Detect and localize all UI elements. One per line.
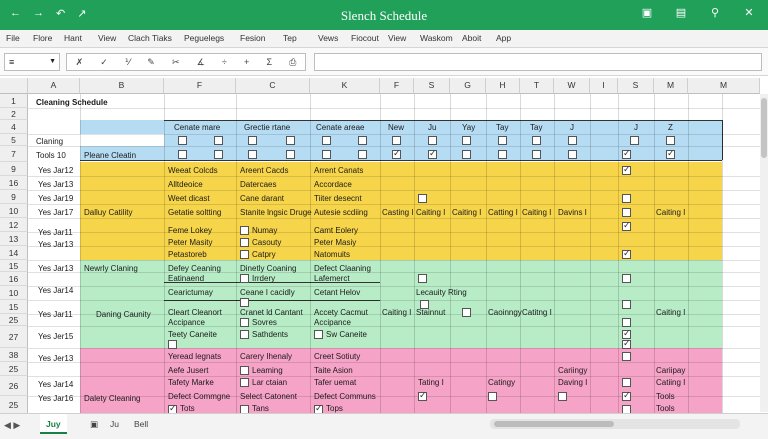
section-label: Dalety Cleaning bbox=[84, 394, 141, 403]
status-cell: Tools bbox=[656, 404, 675, 413]
checkbox[interactable] bbox=[392, 136, 401, 145]
angle-icon[interactable]: ∡ bbox=[196, 56, 205, 67]
checkbox-checked[interactable] bbox=[622, 392, 631, 401]
sheet-tab-bell[interactable]: Bell bbox=[134, 419, 149, 429]
task-cell: Leaming bbox=[252, 366, 283, 375]
task-cell: Cetant Helov bbox=[314, 288, 361, 297]
formula-input[interactable] bbox=[314, 53, 762, 71]
row-header[interactable]: 27 bbox=[0, 326, 28, 348]
row-header[interactable]: 7 bbox=[0, 146, 28, 162]
checkbox[interactable] bbox=[568, 136, 577, 145]
checkbox[interactable] bbox=[248, 136, 257, 145]
tab-waskom[interactable]: Waskom bbox=[420, 33, 453, 43]
back-icon[interactable]: ← bbox=[10, 7, 21, 19]
task-cell: Catpry bbox=[252, 250, 276, 259]
col-head-label: Yay bbox=[462, 123, 476, 132]
col-head-label: Z bbox=[668, 123, 673, 132]
task-cell: Taite Asion bbox=[314, 366, 353, 375]
status-cell: Caiting I bbox=[656, 308, 686, 317]
checkbox[interactable] bbox=[178, 136, 187, 145]
task-cell: Natomuits bbox=[314, 250, 351, 259]
gridline-v bbox=[688, 94, 689, 414]
date-cell: Yes Jer13 bbox=[38, 354, 74, 363]
tab-flore[interactable]: Flore bbox=[33, 33, 53, 43]
task-cell: Accordace bbox=[314, 180, 352, 189]
column-header-s2[interactable]: S bbox=[618, 78, 654, 94]
tab-view[interactable]: View bbox=[98, 33, 117, 43]
checkbox[interactable] bbox=[622, 378, 631, 387]
name-box[interactable] bbox=[4, 53, 60, 71]
gridline-h bbox=[28, 146, 760, 147]
checkbox[interactable] bbox=[286, 150, 295, 159]
gridline-h bbox=[28, 260, 760, 261]
row-header[interactable]: 15 bbox=[0, 300, 28, 314]
paste-icon[interactable]: ⎙ bbox=[289, 56, 297, 67]
checkbox[interactable] bbox=[358, 150, 367, 159]
checkbox[interactable] bbox=[488, 392, 497, 401]
column-header-h[interactable]: H bbox=[486, 78, 520, 94]
row-header[interactable]: 16 bbox=[0, 272, 28, 286]
gridline-v bbox=[590, 94, 591, 414]
col-head-label: Cenate mare bbox=[174, 123, 221, 132]
checkbox[interactable] bbox=[428, 136, 437, 145]
task-cell: Peter Masity bbox=[168, 238, 213, 247]
task-cell: Defect Communs bbox=[314, 392, 376, 401]
task-cell: Cleart Cleanort bbox=[168, 308, 222, 317]
sheet-tab-ju[interactable]: Ju bbox=[110, 419, 119, 429]
header-border-top bbox=[164, 120, 722, 121]
row-header[interactable]: 9 bbox=[0, 190, 28, 204]
row-header[interactable]: 25 bbox=[0, 314, 28, 326]
checkbox[interactable] bbox=[358, 136, 367, 145]
task-cell: Areent Cacds bbox=[240, 166, 289, 175]
checkbox[interactable] bbox=[622, 208, 631, 217]
col-head-label: J bbox=[634, 123, 638, 132]
header-border-bottom bbox=[80, 160, 722, 161]
checkbox[interactable] bbox=[622, 352, 631, 361]
tab-aboit[interactable]: Aboit bbox=[462, 33, 482, 43]
row-header[interactable]: 38 bbox=[0, 348, 28, 362]
checkbox[interactable] bbox=[240, 226, 249, 235]
redo-icon[interactable]: ↗ bbox=[77, 8, 87, 20]
gridline-h bbox=[28, 232, 760, 233]
task-cell: Autesie scdiing bbox=[314, 208, 368, 217]
task-cell: Cranet ld Cantant bbox=[240, 308, 303, 317]
row-header[interactable]: 12 bbox=[0, 218, 28, 232]
checkbox[interactable] bbox=[322, 136, 331, 145]
row-header[interactable]: 16 bbox=[0, 176, 28, 190]
gridline-v bbox=[414, 94, 415, 414]
checkbox[interactable] bbox=[240, 366, 249, 375]
vertical-scrollbar[interactable] bbox=[760, 94, 768, 412]
close-icon[interactable]: ✕ bbox=[744, 7, 754, 19]
divide-icon[interactable]: ÷ bbox=[221, 57, 227, 67]
sheet-nav-icon[interactable]: ◀ ▶ bbox=[4, 420, 21, 430]
checkbox-checked[interactable] bbox=[622, 166, 631, 175]
task-cell: Accety Cacmut bbox=[314, 308, 368, 317]
column-header-s[interactable]: S bbox=[414, 78, 450, 94]
gridline-h bbox=[28, 376, 760, 377]
gridline-h bbox=[28, 286, 760, 287]
task-cell: Creet Sotiuty bbox=[314, 352, 361, 361]
checkbox[interactable] bbox=[622, 300, 631, 309]
status-cell: Caiting I bbox=[416, 208, 446, 217]
checkbox[interactable] bbox=[558, 392, 567, 401]
checkbox[interactable] bbox=[666, 136, 675, 145]
status-cell: Catiing I bbox=[656, 378, 686, 387]
checkbox[interactable] bbox=[322, 150, 331, 159]
col-head-label: Tay bbox=[530, 123, 543, 132]
vertical-scroll-thumb[interactable] bbox=[761, 98, 767, 158]
status-cell: Cariipay bbox=[656, 366, 686, 375]
checkbox[interactable] bbox=[462, 150, 471, 159]
tab-clach-tiaks[interactable]: Clach Tiaks bbox=[128, 33, 172, 43]
checkbox[interactable] bbox=[498, 150, 507, 159]
window-title: Slench Schedule bbox=[340, 8, 428, 23]
status-cell: Stainnut bbox=[416, 308, 446, 317]
tools-label: Tools 10 bbox=[36, 151, 66, 160]
column-header-f[interactable]: F bbox=[164, 78, 236, 94]
gridline-h bbox=[28, 176, 760, 177]
horizontal-scrollbar[interactable] bbox=[490, 419, 740, 429]
row-header[interactable]: 4 bbox=[0, 120, 28, 134]
undo-icon[interactable]: ↶ bbox=[56, 8, 66, 20]
gridline-h bbox=[28, 348, 760, 349]
sheet-title: Cleaning Schedule bbox=[36, 98, 108, 107]
task-cell: Ceane I cacidly bbox=[240, 288, 295, 297]
checkbox-checked[interactable] bbox=[392, 150, 401, 159]
task-cell: Stanite lngsic Druge bbox=[240, 208, 312, 217]
col-head-label: Tay bbox=[496, 123, 509, 132]
checkbox[interactable] bbox=[178, 150, 187, 159]
column-header-g[interactable]: G bbox=[450, 78, 486, 94]
tab-file[interactable]: File bbox=[6, 33, 20, 43]
gridline-h bbox=[28, 204, 760, 205]
column-header-w[interactable]: W bbox=[554, 78, 590, 94]
row-header[interactable]: 26 bbox=[0, 376, 28, 396]
column-header-f2[interactable]: F bbox=[380, 78, 414, 94]
task-cell: Casouty bbox=[252, 238, 282, 247]
checkbox[interactable] bbox=[630, 136, 639, 145]
save-icon[interactable]: ▣ bbox=[641, 7, 653, 19]
date-cell: Yes Jar13 bbox=[38, 180, 74, 189]
gridline-h bbox=[28, 300, 760, 301]
horizontal-scroll-thumb[interactable] bbox=[494, 421, 614, 427]
row-header[interactable]: 10 bbox=[0, 286, 28, 300]
gridline-h bbox=[28, 190, 760, 191]
task-cell: Eatinaend bbox=[168, 274, 205, 283]
tab-fiocout[interactable]: Fiocout bbox=[351, 33, 379, 43]
column-header-i[interactable]: I bbox=[590, 78, 618, 94]
task-cell: Sw Caneite bbox=[326, 330, 367, 339]
tab-fesion[interactable]: Fesion bbox=[240, 33, 266, 43]
task-cell: Tops bbox=[326, 404, 343, 413]
task-cell: Arrent Canats bbox=[314, 166, 364, 175]
date-cell: Yes Jar19 bbox=[38, 194, 74, 203]
date-cell: Yes Jar16 bbox=[38, 394, 74, 403]
gridline-v bbox=[618, 94, 619, 414]
row-header[interactable]: 2 bbox=[0, 108, 28, 120]
task-cell: Dinetly Coaning bbox=[240, 264, 297, 273]
chevron-down-icon[interactable]: ▼ bbox=[49, 58, 56, 65]
scissors-icon[interactable]: ✂ bbox=[171, 56, 180, 67]
checkbox-checked[interactable] bbox=[418, 392, 427, 401]
task-cell: Petastoreb bbox=[168, 250, 207, 259]
checkbox[interactable] bbox=[286, 136, 295, 145]
row-header[interactable]: 25 bbox=[0, 362, 28, 376]
row-header[interactable]: 14 bbox=[0, 246, 28, 260]
sheet-tab-juy[interactable]: Juy bbox=[40, 414, 67, 434]
status-cell: Caiting I bbox=[656, 208, 686, 217]
tab-vews[interactable]: Vews bbox=[318, 33, 339, 43]
gridline-v bbox=[654, 94, 655, 414]
column-header-t[interactable]: T bbox=[520, 78, 554, 94]
column-header-c[interactable]: C bbox=[236, 78, 310, 94]
date-cell: Yes Jar14 bbox=[38, 380, 74, 389]
gridline-h bbox=[28, 362, 760, 363]
status-cell: Caoinngy bbox=[488, 308, 522, 317]
status-cell: Caiting I bbox=[522, 208, 552, 217]
pencil-icon[interactable]: ✎ bbox=[147, 56, 155, 67]
gridline-v bbox=[450, 94, 451, 414]
checkbox[interactable] bbox=[240, 378, 249, 387]
task-cell: Lar ctaian bbox=[252, 378, 288, 387]
gridline-v bbox=[164, 94, 165, 414]
tab-peguelegs[interactable]: Peguelegs bbox=[184, 33, 225, 43]
col-head-label: Cenate areae bbox=[316, 123, 365, 132]
checkbox[interactable] bbox=[532, 150, 541, 159]
status-cell: Casting I bbox=[382, 208, 414, 217]
date-cell: Yes Jar14 bbox=[38, 286, 74, 295]
checkbox[interactable] bbox=[418, 194, 427, 203]
status-cell: Lecauity Rting bbox=[416, 288, 467, 297]
status-cell: Daving I bbox=[558, 378, 588, 387]
task-cell: Select Catonent bbox=[240, 392, 297, 401]
column-header-k[interactable]: K bbox=[310, 78, 380, 94]
gridline-h bbox=[28, 272, 760, 273]
sheet-tab-bar bbox=[0, 413, 768, 439]
task-cell: Weeat Colcds bbox=[168, 166, 218, 175]
share-icon[interactable]: ▤ bbox=[675, 7, 687, 19]
window-controls bbox=[640, 6, 756, 19]
row-header[interactable]: 9 bbox=[0, 162, 28, 176]
ribbon-tabs bbox=[0, 30, 768, 48]
checkbox[interactable] bbox=[240, 330, 249, 339]
checkbox-checked[interactable] bbox=[622, 340, 631, 349]
gridline-v bbox=[520, 94, 521, 414]
checkbox[interactable] bbox=[462, 136, 471, 145]
claning-label: Claning bbox=[36, 137, 64, 146]
gridline-h bbox=[28, 108, 760, 109]
col-head-label: Grectie rtane bbox=[244, 123, 291, 132]
select-all-corner[interactable] bbox=[0, 78, 28, 94]
status-cell: Tools bbox=[656, 392, 675, 401]
checkbox[interactable] bbox=[240, 274, 249, 283]
task-cell: Teety Caneite bbox=[168, 330, 217, 339]
date-cell: Yes Jar12 bbox=[38, 166, 74, 175]
fraction-icon[interactable]: ⅟ bbox=[124, 56, 131, 67]
gridline-v bbox=[80, 94, 81, 414]
gridline-v bbox=[554, 94, 555, 414]
status-cell: Cariingy bbox=[558, 366, 588, 375]
row-header[interactable]: 1 bbox=[0, 94, 28, 108]
gridline-h bbox=[28, 326, 760, 327]
task-cell: Weet dicast bbox=[168, 194, 210, 203]
task-cell: Tiiter desecnt bbox=[314, 194, 362, 203]
checkbox[interactable] bbox=[622, 194, 631, 203]
row-header[interactable]: 15 bbox=[0, 260, 28, 272]
task-cell: Alltdeoice bbox=[168, 180, 203, 189]
plane-label: Pleane Cleatin bbox=[84, 151, 137, 160]
checkbox[interactable] bbox=[568, 150, 577, 159]
task-cell: Tafety Marke bbox=[168, 378, 214, 387]
date-cell: Yes Jar13 bbox=[38, 240, 74, 249]
checkbox[interactable] bbox=[532, 136, 541, 145]
date-cell: Yes Jar17 bbox=[38, 208, 74, 217]
task-cell: Sovres bbox=[252, 318, 277, 327]
status-cell: Caiting I bbox=[382, 308, 412, 317]
section-label: Daning Caunity bbox=[96, 310, 151, 319]
checkbox[interactable] bbox=[240, 250, 249, 259]
task-cell: Peter Masiy bbox=[314, 238, 357, 247]
checkbox[interactable] bbox=[498, 136, 507, 145]
tab-view-2[interactable]: View bbox=[388, 33, 407, 43]
row-header[interactable]: 5 bbox=[0, 134, 28, 146]
gridline-h bbox=[28, 246, 760, 247]
status-cell: Catting I bbox=[488, 208, 518, 217]
col-head-label: New bbox=[388, 123, 405, 132]
checkbox[interactable] bbox=[248, 150, 257, 159]
tab-app[interactable]: App bbox=[496, 33, 512, 43]
formula-tools bbox=[66, 53, 306, 71]
task-cell: Defey Ceaning bbox=[168, 264, 221, 273]
status-cell: Catingy bbox=[488, 378, 516, 387]
task-cell: Cearictumay bbox=[168, 288, 213, 297]
forward-icon[interactable]: → bbox=[33, 7, 44, 19]
tab-hant[interactable]: Hant bbox=[64, 33, 82, 43]
gridline-h bbox=[28, 134, 760, 135]
task-cell: Defect Commgne bbox=[168, 392, 231, 401]
checkbox[interactable] bbox=[214, 150, 223, 159]
task-cell: Tans bbox=[252, 404, 269, 413]
status-cell: Caiting I bbox=[452, 208, 482, 217]
date-cell: Yes Jer15 bbox=[38, 332, 74, 341]
status-cell: Catitng I bbox=[522, 308, 552, 317]
cancel-icon[interactable]: ✗ bbox=[75, 56, 84, 67]
gridline-v bbox=[722, 94, 723, 414]
column-header-m2[interactable]: M bbox=[688, 78, 760, 94]
add-sheet-icon[interactable]: ▣ bbox=[90, 419, 99, 429]
checkbox[interactable] bbox=[462, 308, 471, 317]
row-header[interactable]: 13 bbox=[0, 232, 28, 246]
checkbox-checked[interactable] bbox=[666, 150, 675, 159]
date-cell: Yes Jar11 bbox=[38, 310, 73, 319]
checkbox[interactable] bbox=[240, 318, 249, 327]
gridline-v bbox=[380, 94, 381, 414]
task-cell: Camt Eolery bbox=[314, 226, 359, 235]
column-header-a[interactable]: A bbox=[28, 78, 80, 94]
status-cell: Tating I bbox=[418, 378, 444, 387]
task-cell: Tafer uemat bbox=[314, 378, 357, 387]
col-head-label: Ju bbox=[428, 123, 437, 132]
task-cell: Feme Lokey bbox=[168, 226, 213, 235]
checkbox[interactable] bbox=[314, 330, 323, 339]
row-header[interactable]: 25 bbox=[0, 396, 28, 414]
checkbox-checked[interactable] bbox=[622, 250, 631, 259]
task-cell: Aefe Jusert bbox=[168, 366, 209, 375]
checkbox[interactable] bbox=[418, 274, 427, 283]
checkbox[interactable] bbox=[240, 238, 249, 247]
checkbox-checked[interactable] bbox=[622, 150, 631, 159]
plus-icon[interactable]: + bbox=[244, 57, 250, 67]
checkbox[interactable] bbox=[240, 298, 249, 307]
col-head-label: J bbox=[570, 123, 574, 132]
gridline-h bbox=[28, 218, 760, 219]
name-box-value: ≡ bbox=[9, 57, 15, 67]
task-cell: Lafemerct bbox=[314, 274, 350, 283]
task-cell: Cane darant bbox=[240, 194, 285, 203]
task-cell: Numay bbox=[252, 226, 278, 235]
gridline-v bbox=[310, 94, 311, 414]
title-bar bbox=[0, 0, 768, 30]
gridline-v bbox=[236, 94, 237, 414]
confirm-icon[interactable]: ✓ bbox=[100, 56, 108, 67]
task-cell: Carery Ihenaly bbox=[240, 352, 293, 361]
tab-tep[interactable]: Tep bbox=[283, 33, 297, 43]
task-cell: Getatie soltting bbox=[168, 208, 222, 217]
task-cell: Tots bbox=[180, 404, 195, 413]
task-cell: Accipance bbox=[314, 318, 351, 327]
status-cell: Davins I bbox=[558, 208, 587, 217]
section-label: Newrly Claning bbox=[84, 264, 138, 273]
checkbox-checked[interactable] bbox=[428, 150, 437, 159]
checkbox-checked[interactable] bbox=[622, 222, 631, 231]
task-cell: Sathdents bbox=[252, 330, 289, 339]
column-header-b[interactable]: B bbox=[80, 78, 164, 94]
section-label: Dalluy Catility bbox=[84, 208, 133, 217]
task-cell: Yeread legnats bbox=[168, 352, 222, 361]
checkbox[interactable] bbox=[168, 340, 177, 349]
task-cell: Defect Claaning bbox=[314, 264, 371, 273]
column-header-m[interactable]: M bbox=[654, 78, 688, 94]
date-cell: Yes Jar13 bbox=[38, 264, 74, 273]
checkbox[interactable] bbox=[622, 318, 631, 327]
search-icon[interactable]: ⚲ bbox=[710, 7, 720, 19]
task-cell: Datercaes bbox=[240, 180, 277, 189]
gridline-v bbox=[486, 94, 487, 414]
checkbox[interactable] bbox=[214, 136, 223, 145]
task-cell: Irrdery bbox=[252, 274, 276, 283]
task-cell: Accipance bbox=[168, 318, 205, 327]
row-header[interactable]: 10 bbox=[0, 204, 28, 218]
checkbox[interactable] bbox=[622, 274, 631, 283]
sigma-icon[interactable]: Σ bbox=[266, 57, 273, 67]
formula-bar bbox=[0, 48, 768, 76]
date-cell: Yes Jar11 bbox=[38, 228, 73, 237]
